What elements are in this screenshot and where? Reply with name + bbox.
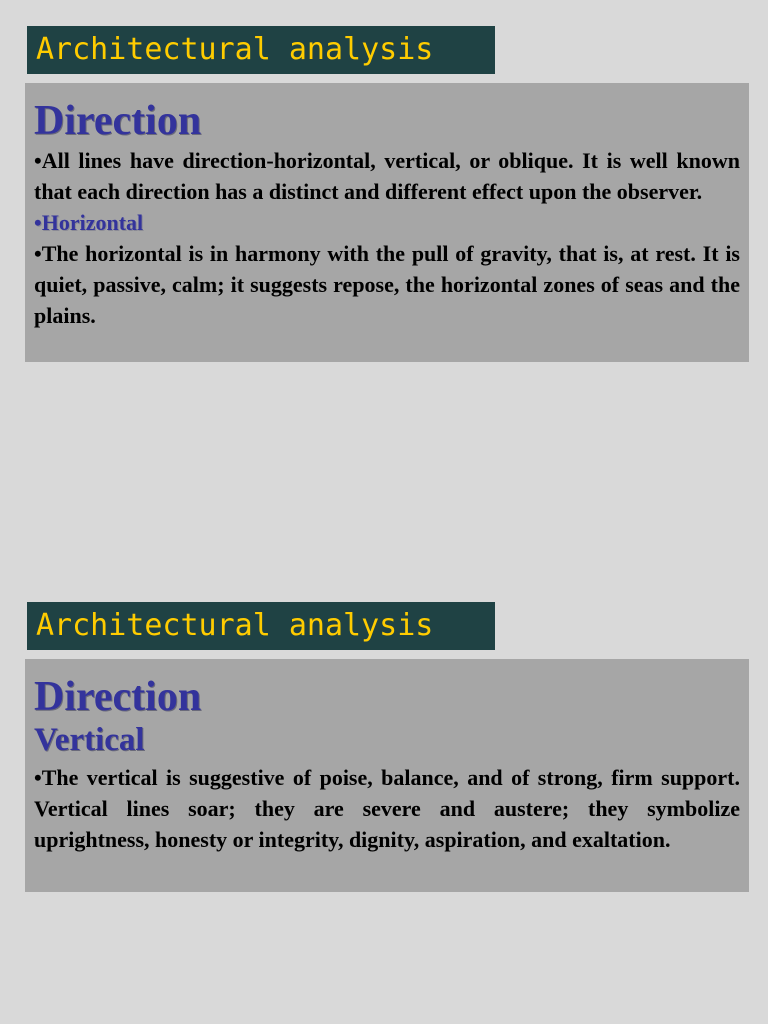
bullet-icon: • — [34, 241, 42, 266]
bullet-icon: • — [34, 210, 42, 235]
slide-1-title: Architectural analysis — [27, 26, 495, 74]
slide-1-label-text: Horizontal — [41, 210, 144, 235]
slide-1-paragraph-2 — [34, 238, 740, 331]
slide-1-label — [34, 207, 740, 238]
bullet-icon: • — [34, 765, 42, 790]
slide-1-paragraph-2-text: The horizontal is in harmony with the pull of gravity, that is, at rest. It is quiet, passive, calm; it suggests repose, the horizontal zones of seas and the plains. — [34, 241, 740, 328]
slide-2-subheading: Vertical — [34, 722, 145, 758]
slide-2-paragraph-1 — [34, 762, 740, 855]
slide-1-content-box — [25, 83, 749, 362]
slide-2-heading: Direction — [34, 674, 202, 720]
slide-2-content-box — [25, 659, 749, 892]
slide-2-paragraph-1-text: The vertical is suggestive of poise, balance, and of strong, firm support. Vertical lines soar; they are severe and austere; they symbolize uprightness, honesty or integrity, dignity, aspiration, and exaltation. — [34, 765, 740, 852]
slide-1-paragraph-1 — [34, 145, 740, 207]
bullet-icon: • — [34, 148, 42, 173]
slide-2-title: Architectural analysis — [27, 602, 495, 650]
slide-1-paragraph-1-text: All lines have direction-horizontal, vertical, or oblique. It is well known that each direction has a distinct and different effect upon the observer. — [34, 148, 740, 204]
slide-1-heading: Direction — [34, 98, 202, 144]
